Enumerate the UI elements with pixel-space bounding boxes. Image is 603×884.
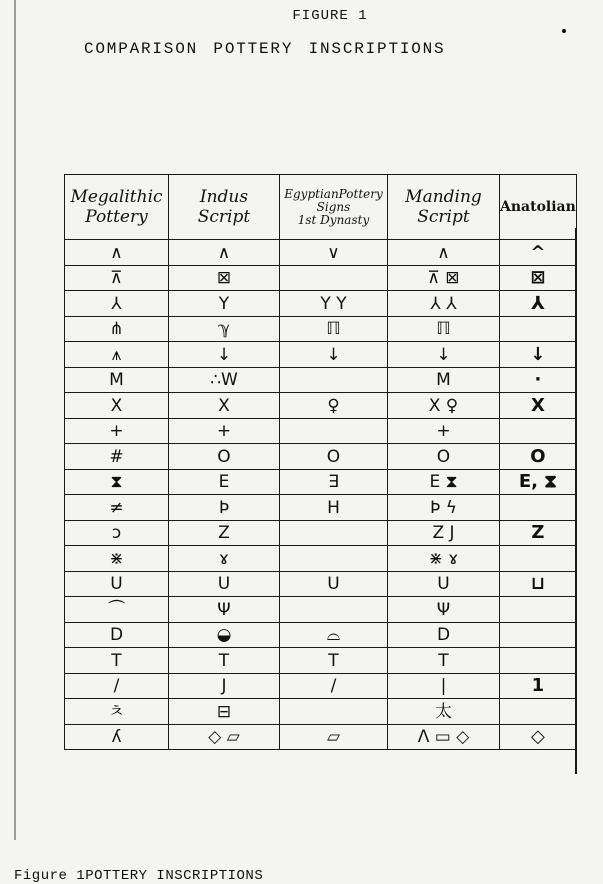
sign-cell-anatolian <box>500 419 577 444</box>
sign-cell-indus: Y <box>169 291 280 317</box>
table-row <box>65 393 577 419</box>
sign-cell-egyptian: Y Y <box>280 291 388 317</box>
sign-cell-megalithic: M <box>65 368 169 393</box>
sign-cell-egyptian: ♀ <box>280 393 388 419</box>
col-header-line: Pottery <box>85 207 148 227</box>
sign-cell-anatolian <box>500 597 577 623</box>
sign-cell-indus: ◒ <box>169 623 280 648</box>
sign-cell-indus: T <box>169 648 280 674</box>
sign-cell-manding: Þ ϟ <box>388 495 500 521</box>
sign-cell-egyptian: / <box>280 674 388 699</box>
col-header-megalithic <box>65 175 169 240</box>
sign-cell-indus: ↓ <box>169 342 280 368</box>
sign-cell-manding: D <box>388 623 500 648</box>
sign-cell-megalithic: ⊼ <box>65 266 169 291</box>
sign-cell-manding: ⋇ ɤ <box>388 546 500 572</box>
comparison-table <box>64 174 577 750</box>
col-header-line: Megalithic <box>70 187 163 207</box>
ink-dot <box>562 29 566 33</box>
sign-cell-anatolian <box>500 495 577 521</box>
table-row <box>65 368 577 393</box>
sign-cell-anatolian: O <box>500 444 577 470</box>
sign-cell-anatolian <box>500 623 577 648</box>
table-row <box>65 648 577 674</box>
sign-cell-manding: M <box>388 368 500 393</box>
table-row <box>65 674 577 699</box>
sign-cell-anatolian: 1 <box>500 674 577 699</box>
sign-cell-indus: ⊠ <box>169 266 280 291</box>
sign-cell-indus: ɤ <box>169 546 280 572</box>
sign-cell-manding: ⊼ ⊠ <box>388 266 500 291</box>
sign-cell-egyptian: ∨ <box>280 240 388 266</box>
sign-cell-indus: Ψ <box>169 597 280 623</box>
sign-cell-manding: X ♀ <box>388 393 500 419</box>
header-row <box>65 175 577 240</box>
col-header-line: Script <box>417 207 470 227</box>
table-row <box>65 623 577 648</box>
sign-cell-anatolian <box>500 699 577 725</box>
sign-cell-egyptian: ℿ <box>280 317 388 342</box>
table-body <box>65 240 577 750</box>
sign-cell-egyptian <box>280 546 388 572</box>
sign-cell-indus: O <box>169 444 280 470</box>
sign-cell-anatolian: ◇ <box>500 725 577 750</box>
table-row <box>65 546 577 572</box>
sign-cell-indus: + <box>169 419 280 444</box>
sign-cell-megalithic: ⏜ <box>65 597 169 623</box>
sign-cell-egyptian: O <box>280 444 388 470</box>
sign-cell-anatolian: Z <box>500 521 577 546</box>
sign-cell-anatolian: ⊠ <box>500 266 577 291</box>
sign-cell-manding: | <box>388 674 500 699</box>
sign-cell-megalithic: / <box>65 674 169 699</box>
sign-cell-egyptian: H <box>280 495 388 521</box>
sign-cell-megalithic: # <box>65 444 169 470</box>
sign-cell-megalithic: ⋔ <box>65 317 169 342</box>
sign-cell-indus: J <box>169 674 280 699</box>
sign-cell-anatolian: ⅄ <box>500 291 577 317</box>
sign-cell-anatolian: ^ <box>500 240 577 266</box>
table-row <box>65 444 577 470</box>
figure-caption: Figure 1POTTERY INSCRIPTIONS <box>14 868 264 884</box>
sign-cell-indus: ℽ <box>169 317 280 342</box>
page-left-edge <box>14 0 16 840</box>
sign-cell-anatolian: E, ⧗ <box>500 470 577 495</box>
sign-cell-egyptian: ▱ <box>280 725 388 750</box>
sign-cell-megalithic: ⧗ <box>65 470 169 495</box>
sign-cell-indus: ∴W <box>169 368 280 393</box>
table-row <box>65 240 577 266</box>
sign-cell-manding: Z J <box>388 521 500 546</box>
col-header-egyptian <box>280 175 388 240</box>
sign-cell-indus: ⊟ <box>169 699 280 725</box>
sign-cell-manding: 太 <box>388 699 500 725</box>
figure-number: FIGURE 1 <box>292 8 368 24</box>
table-header <box>65 175 577 240</box>
sign-cell-manding: ∧ <box>388 240 500 266</box>
col-header-line: Script <box>197 207 251 227</box>
sign-cell-megalithic: ㅊ <box>65 699 169 725</box>
sign-cell-egyptian <box>280 368 388 393</box>
sign-cell-indus: U <box>169 572 280 597</box>
col-header-manding <box>388 175 500 240</box>
sign-cell-egyptian <box>280 266 388 291</box>
table-row <box>65 419 577 444</box>
sign-cell-manding: ⅄ ⅄ <box>388 291 500 317</box>
sign-cell-manding: T <box>388 648 500 674</box>
sign-cell-egyptian: T <box>280 648 388 674</box>
sign-cell-anatolian: ↓ <box>500 342 577 368</box>
table-row <box>65 699 577 725</box>
sign-cell-anatolian <box>500 317 577 342</box>
sign-cell-egyptian <box>280 419 388 444</box>
sign-cell-manding: + <box>388 419 500 444</box>
sign-cell-manding: ℿ <box>388 317 500 342</box>
sign-cell-megalithic: U <box>65 572 169 597</box>
sign-cell-megalithic: ↄ <box>65 521 169 546</box>
col-header-line: Indus <box>199 187 249 207</box>
sign-cell-manding: O <box>388 444 500 470</box>
table-row <box>65 266 577 291</box>
col-header-anatolian <box>500 175 577 240</box>
sign-cell-indus: ◇ ▱ <box>169 725 280 750</box>
col-header-line: Anatolian <box>500 199 576 215</box>
sign-cell-manding: E ⧗ <box>388 470 500 495</box>
sign-cell-indus: Z <box>169 521 280 546</box>
sign-cell-indus: Þ <box>169 495 280 521</box>
table-row <box>65 725 577 750</box>
table-row <box>65 291 577 317</box>
sign-cell-egyptian: ∃ <box>280 470 388 495</box>
figure-title: COMPARISON POTTERY INSCRIPTIONS <box>84 40 446 58</box>
anatolian-column-edge <box>575 228 577 774</box>
table-row <box>65 495 577 521</box>
sign-cell-anatolian: X <box>500 393 577 419</box>
sign-cell-egyptian: U <box>280 572 388 597</box>
col-header-line: Signs <box>316 199 351 214</box>
sign-cell-anatolian: ⊔ <box>500 572 577 597</box>
sign-cell-egyptian <box>280 521 388 546</box>
sign-cell-anatolian: · <box>500 368 577 393</box>
sign-cell-indus: X <box>169 393 280 419</box>
table-row <box>65 470 577 495</box>
sign-cell-megalithic: D <box>65 623 169 648</box>
sign-cell-megalithic: X <box>65 393 169 419</box>
sign-cell-anatolian <box>500 648 577 674</box>
sign-cell-manding: U <box>388 572 500 597</box>
sign-cell-indus: ∧ <box>169 240 280 266</box>
sign-cell-indus: E <box>169 470 280 495</box>
sign-cell-megalithic: ⅄ <box>65 291 169 317</box>
sign-cell-megalithic: ≠ <box>65 495 169 521</box>
col-header-indus <box>169 175 280 240</box>
col-header-line: EgyptianPottery <box>284 186 383 201</box>
sign-cell-megalithic: ⋇ <box>65 546 169 572</box>
sign-cell-egyptian <box>280 597 388 623</box>
table-row <box>65 521 577 546</box>
table-row <box>65 572 577 597</box>
sign-cell-manding: Ψ <box>388 597 500 623</box>
sign-cell-megalithic: T <box>65 648 169 674</box>
sign-cell-megalithic: + <box>65 419 169 444</box>
sign-cell-anatolian <box>500 546 577 572</box>
col-header-line: Manding <box>405 187 482 207</box>
sign-cell-egyptian <box>280 699 388 725</box>
sign-cell-megalithic: ∧ <box>65 240 169 266</box>
table-row <box>65 317 577 342</box>
sign-cell-egyptian: ⌓ <box>280 623 388 648</box>
sign-cell-manding: Λ ▭ ◇ <box>388 725 500 750</box>
sign-cell-manding: ↓ <box>388 342 500 368</box>
table-row <box>65 597 577 623</box>
col-header-line: 1st Dynasty <box>297 212 370 227</box>
sign-cell-megalithic: ʎ <box>65 725 169 750</box>
sign-cell-megalithic: ⩚ <box>65 342 169 368</box>
table-row <box>65 342 577 368</box>
sign-cell-egyptian: ↓ <box>280 342 388 368</box>
